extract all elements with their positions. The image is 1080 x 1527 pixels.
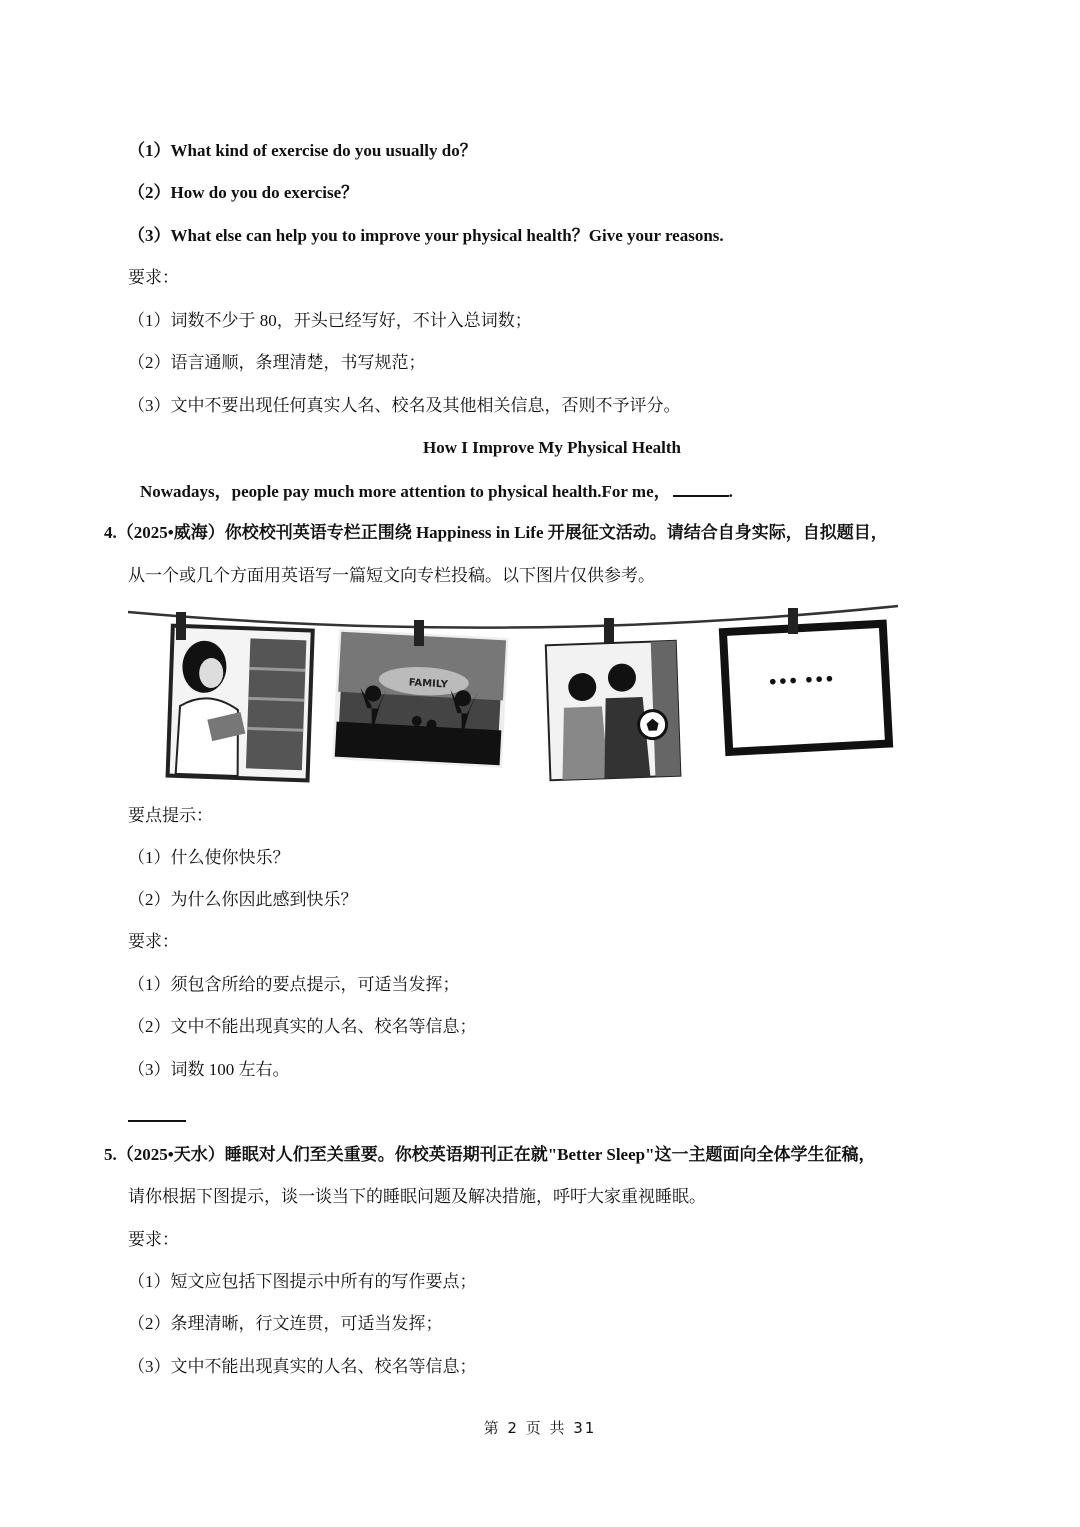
- q4-hint-2: （2）为什么你因此感到快乐？: [128, 890, 358, 909]
- q4-answer-blank[interactable]: [128, 1120, 186, 1122]
- answer-blank[interactable]: [673, 479, 729, 497]
- essay-opening-end: .: [728, 482, 733, 501]
- q3-requirement-1: （1）词数不少于 80，开头已经写好，不计入总词数；: [128, 311, 532, 330]
- clip-icon: [176, 612, 186, 640]
- q5-stem-line-1: 5.（2025•天水）睡眠对人们至关重要。你校英语期刊正在就"Better Sleep"这一主题面向全体学生征稿，: [104, 1145, 876, 1164]
- photo-empty-frame: [723, 624, 889, 752]
- q5-requirement-2: （2）条理清晰，行文连贯，可适当发挥；: [128, 1314, 443, 1333]
- q4-requirement-3: （3）词数 100 左右。: [128, 1060, 290, 1079]
- hanging-photos-illustration: [128, 598, 898, 788]
- clip-icon: [414, 620, 424, 646]
- frame-dots: ••• •••: [767, 669, 835, 692]
- clip-icon: [604, 618, 614, 644]
- q3-requirements-label: 要求：: [128, 268, 179, 287]
- q3-point-1: （1）What kind of exercise do you usually do？: [128, 141, 477, 160]
- photo-family: [335, 632, 506, 765]
- essay-opening: [140, 479, 733, 504]
- q4-stem-line-2: 从一个或几个方面用英语写一篇短文向专栏投稿。以下图片仅供参考。: [128, 566, 655, 585]
- essay-opening-text: Nowadays，people pay much more attention to physical health.For me，: [140, 482, 671, 501]
- family-label: FAMILY: [408, 677, 449, 691]
- q3-point-3: （3）What else can help you to improve your physical health？Give your reasons.: [128, 226, 724, 245]
- q5-stem-line-2: 请你根据下图提示，谈一谈当下的睡眠问题及解决措施，呼吁大家重视睡眠。: [128, 1187, 706, 1206]
- q5-requirements-label: 要求：: [128, 1230, 179, 1249]
- essay-title: How I Improve My Physical Health: [423, 438, 681, 457]
- q4-hint-1: （1）什么使你快乐？: [128, 848, 290, 867]
- q5-requirement-1: （1）短文应包括下图提示中所有的写作要点；: [128, 1272, 477, 1291]
- q3-requirement-2: （2）语言通顺，条理清楚，书写规范；: [128, 353, 426, 372]
- q4-stem-line-1: 4.（2025•威海）你校校刊英语专栏正围绕 Happiness in Life 开展征文活动。请结合自身实际，自拟题目，: [104, 523, 888, 542]
- photo-girl-reading: [168, 626, 313, 781]
- q4-requirements-label: 要求：: [128, 932, 179, 951]
- q4-hints-label: 要点提示：: [128, 806, 213, 825]
- q4-requirement-2: （2）文中不能出现真实的人名、校名等信息；: [128, 1017, 477, 1036]
- q4-requirement-1: （1）须包含所给的要点提示，可适当发挥；: [128, 975, 460, 994]
- page-footer: 第 2 页 共 31: [483, 1419, 597, 1437]
- photo-friends-soccer: [546, 641, 681, 780]
- q3-point-2: （2）How do you do exercise？: [128, 183, 359, 202]
- clip-icon: [788, 608, 798, 634]
- hanging-string: [128, 606, 898, 628]
- q5-requirement-3: （3）文中不能出现真实的人名、校名等信息；: [128, 1357, 477, 1376]
- q3-requirement-3: （3）文中不要出现任何真实人名、校名及其他相关信息，否则不予评分。: [128, 396, 681, 415]
